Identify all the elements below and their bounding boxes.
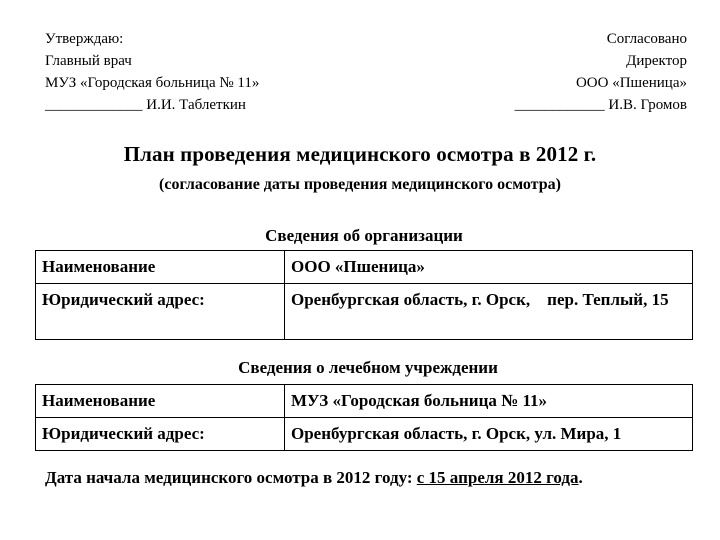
start-date-value: с 15 апреля 2012 года <box>416 468 579 487</box>
table-row <box>36 284 693 340</box>
agreement-block <box>515 28 687 116</box>
agreement-heading: Согласовано <box>606 31 687 47</box>
approval-block <box>45 28 259 116</box>
approval-signature: _____________ И.И. Таблеткин <box>45 97 246 113</box>
start-date-prefix: Дата начала медицинского осмотра в 2012 году: <box>45 468 417 487</box>
clinic-address-value: Оренбургская область, г. Орск, ул. Мира, 1 <box>285 418 693 451</box>
organization-name-value: ООО «Пшеница» <box>285 251 693 284</box>
clinic-section-title: Сведения о лечебном учреждении <box>238 358 498 377</box>
approval-heading: Утверждаю: <box>45 31 124 47</box>
organization-table <box>35 250 693 340</box>
approval-organization: МУЗ «Городская больница № 11» <box>45 75 260 91</box>
approval-position: Главный врач <box>45 53 132 69</box>
agreement-signature: ____________ И.В. Громов <box>514 97 687 113</box>
organization-section-title: Сведения об организации <box>265 226 463 245</box>
clinic-name-value: МУЗ «Городская больница № 11» <box>285 385 693 418</box>
table-row <box>36 418 693 451</box>
clinic-name-label: Наименование <box>36 385 285 418</box>
start-date-line <box>45 468 583 488</box>
start-date-suffix: . <box>578 468 583 487</box>
organization-address-label: Юридический адрес: <box>36 284 285 340</box>
document-title: План проведения медицинского осмотра в 2012 г. <box>123 142 597 166</box>
clinic-table <box>35 384 693 451</box>
organization-address-value: Оренбургская область, г. Орск, пер. Теплый, 15 <box>285 284 693 340</box>
agreement-position: Директор <box>626 53 687 69</box>
table-row <box>36 251 693 284</box>
document-subtitle: (согласование даты проведения медицинского осмотра) <box>159 176 561 193</box>
clinic-address-label: Юридический адрес: <box>36 418 285 451</box>
organization-name-label: Наименование <box>36 251 285 284</box>
table-row <box>36 385 693 418</box>
agreement-organization: ООО «Пшеница» <box>575 75 687 91</box>
